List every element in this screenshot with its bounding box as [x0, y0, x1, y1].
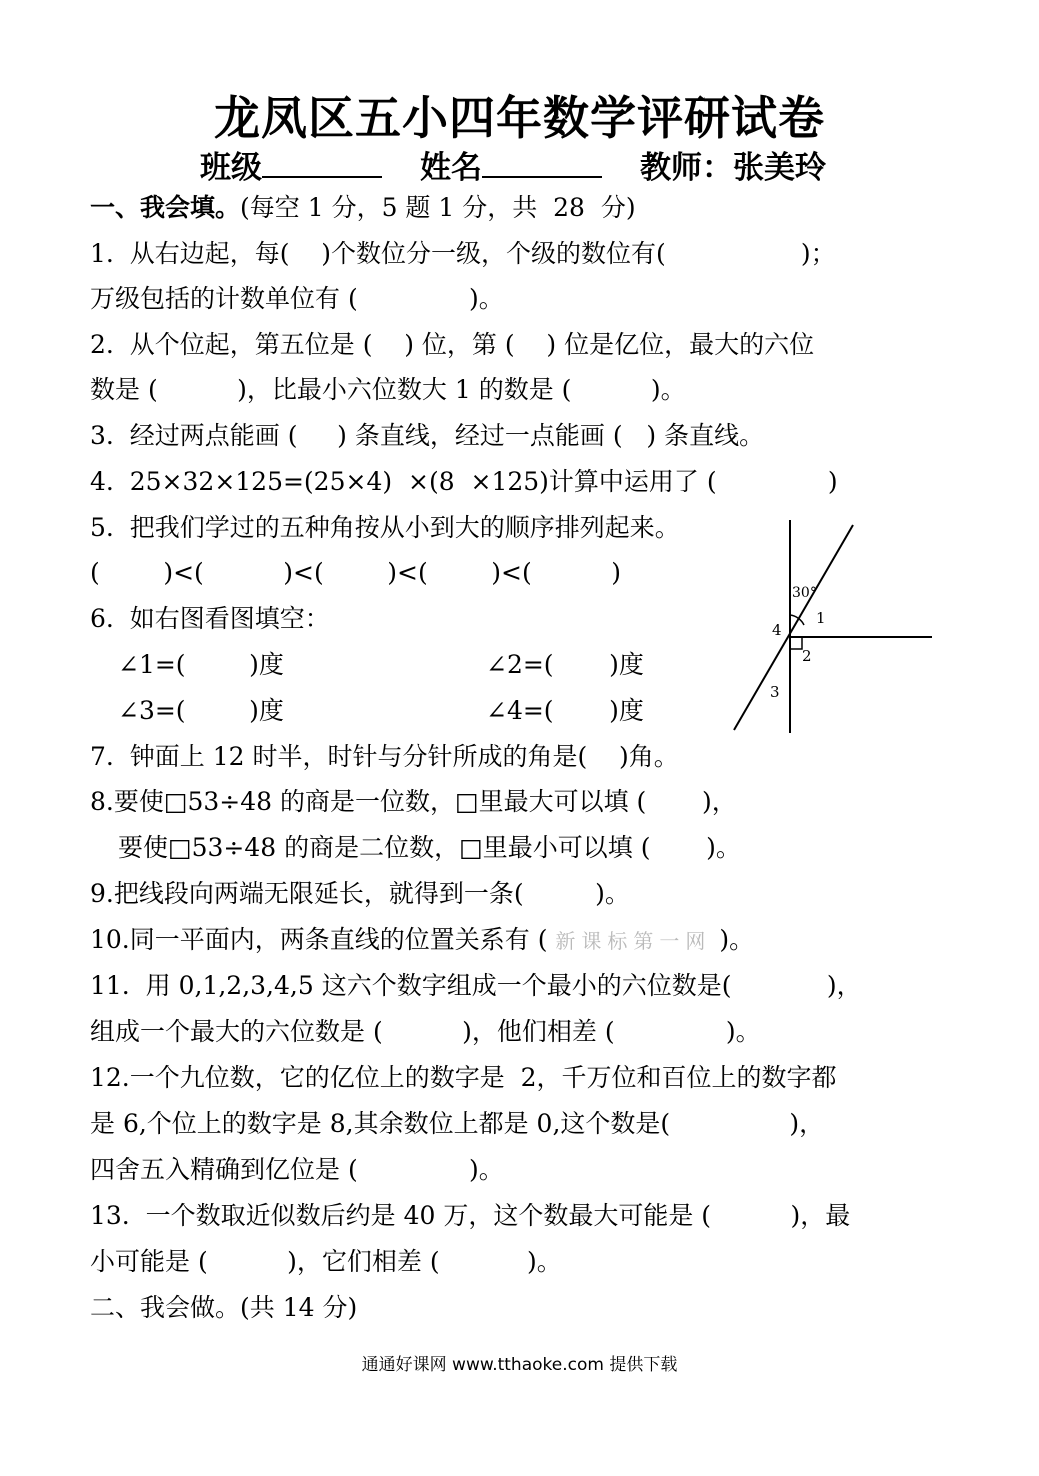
class-blank[interactable]	[262, 150, 382, 178]
q6-angle-1: ∠1=( )度	[118, 650, 284, 679]
slanted-line	[734, 525, 853, 730]
q9-line: 9.把线段向两端无限延长，就得到一条( )。	[90, 879, 630, 908]
q1-line-1: 1. 从右边起，每( )个数位分一级，个级的数位有( )；	[90, 239, 836, 268]
q8-line-2: 要使□53÷48 的商是二位数，□里最小可以填 ( )。	[118, 833, 741, 862]
q1-line-2: 万级包括的计数单位有 ( )。	[90, 284, 504, 313]
angle-4-label: 4	[772, 621, 782, 639]
q10-text: 10.同一平面内，两条直线的位置关系有 (	[90, 925, 548, 954]
teacher-label: 教师：张美玲	[640, 150, 826, 186]
footer-credit: 通通好课网 www.tthaoke.com 提供下载	[361, 1355, 678, 1375]
name-label: 姓名	[420, 150, 482, 186]
q5-line-2: ( )<( )<( )<( )<( )	[90, 558, 621, 587]
angle-figure	[720, 515, 940, 740]
q10-watermark: 新课标第一网	[555, 929, 712, 953]
q10-line	[90, 924, 754, 957]
section1-heading	[90, 192, 636, 224]
q13-line-1: 13. 一个数取近似数后约是 40 万，这个数最大可能是 ( )，最	[90, 1201, 851, 1230]
section1-heading-bold: 一、我会填。	[90, 193, 241, 222]
section1-heading-rest: (每空 1 分，5 题 1 分，共 28 分)	[240, 193, 636, 222]
q8-line-1: 8.要使□53÷48 的商是一位数，□里最大可以填 ( )，	[90, 787, 737, 816]
angle-3-label: 3	[770, 683, 780, 701]
q6-angle-3: ∠3=( )度	[118, 696, 284, 725]
name-blank[interactable]	[482, 150, 602, 178]
q11-line-2: 组成一个最大的六位数是 ( )，他们相差 ( )。	[90, 1017, 761, 1046]
q2-line-2: 数是 ( )，比最小六位数大 1 的数是 ( )。	[90, 375, 686, 404]
q5-line-1: 5. 把我们学过的五种角按从小到大的顺序排列起来。	[90, 513, 680, 542]
class-label: 班级	[200, 150, 262, 186]
right-angle-mark	[790, 637, 802, 649]
page-title: 龙凤区五小四年数学评研试卷	[214, 91, 825, 145]
q6-line: 6. 如右图看图填空：	[90, 604, 330, 633]
angle-2-label: 2	[802, 647, 812, 665]
q11-line-1: 11. 用 0,1,2,3,4,5 这六个数字组成一个最小的六位数是( )，	[90, 971, 862, 1000]
q13-line-2: 小可能是 ( )，它们相差 ( )。	[90, 1247, 562, 1276]
q10-close: )。	[719, 925, 755, 954]
class-field	[200, 142, 382, 187]
q7-line: 7. 钟面上 12 时半，时针与分针所成的角是( )角。	[90, 742, 679, 771]
q12-line-2: 是 6,个位上的数字是 8,其余数位上都是 0,这个数是( )，	[90, 1109, 825, 1138]
q6-angle-2: ∠2=( )度	[486, 650, 644, 679]
name-field	[420, 142, 602, 187]
angle-30-label: 30°	[792, 585, 817, 601]
q4-line: 4. 25×32×125=(25×4) ×(8 ×125)计算中运用了 ( )	[90, 467, 838, 496]
section2-heading: 二、我会做。(共 14 分)	[90, 1293, 358, 1322]
q3-line: 3. 经过两点能画 ( ) 条直线，经过一点能画 ( ) 条直线。	[90, 421, 765, 450]
q12-line-1: 12.一个九位数，它的亿位上的数字是 2，千万位和百位上的数字都	[90, 1063, 837, 1092]
q12-line-3: 四舍五入精确到亿位是 ( )。	[90, 1155, 504, 1184]
angle-1-label: 1	[816, 609, 826, 627]
q6-angle-4: ∠4=( )度	[486, 696, 644, 725]
q2-line-1: 2. 从个位起，第五位是 ( ) 位，第 ( ) 位是亿位，最大的六位	[90, 330, 815, 359]
